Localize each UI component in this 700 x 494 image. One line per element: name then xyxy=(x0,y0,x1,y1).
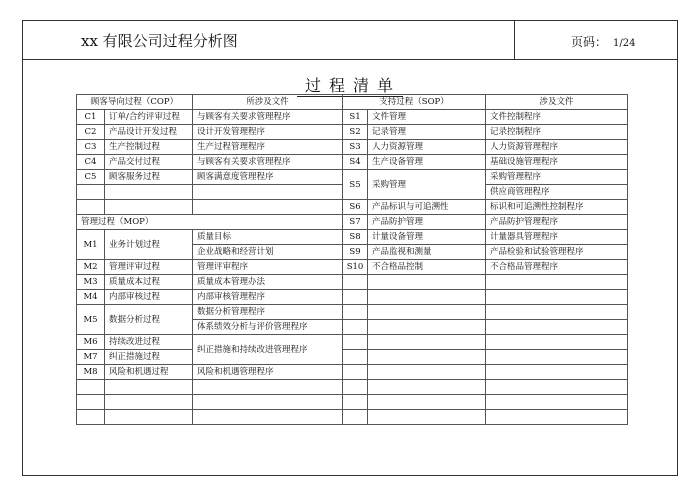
cell: 基础设施管理程序 xyxy=(486,155,628,170)
cell: 标识和可追溯性控制程序 xyxy=(486,200,628,215)
cell xyxy=(368,305,486,320)
column-header: 支持过程（SOP） xyxy=(343,95,486,110)
cell xyxy=(486,290,628,305)
table-row xyxy=(77,110,628,125)
cell xyxy=(193,395,343,410)
cell: S5 xyxy=(343,170,368,200)
cell: 计量设备管理 xyxy=(368,230,486,245)
cell xyxy=(105,200,193,215)
cell xyxy=(77,185,105,200)
cell xyxy=(77,395,105,410)
cell: 不合格品管理程序 xyxy=(486,260,628,275)
cell: 供应商管理程序 xyxy=(486,185,628,200)
cell: C2 xyxy=(77,125,105,140)
cell: 顾客满意度管理程序 xyxy=(193,170,343,185)
cell: 与顾客有关要求管理程序 xyxy=(193,155,343,170)
table-row xyxy=(77,230,628,245)
cell xyxy=(105,410,193,425)
cell xyxy=(343,350,368,365)
table-row xyxy=(77,365,628,380)
cell xyxy=(486,320,628,335)
cell: 人力资源管理 xyxy=(368,140,486,155)
table-row xyxy=(77,410,628,425)
cell: M7 xyxy=(77,350,105,365)
cell xyxy=(368,335,486,350)
cell xyxy=(486,275,628,290)
cell: S8 xyxy=(343,230,368,245)
cell xyxy=(368,380,486,395)
cell xyxy=(105,395,193,410)
cell: 产品交付过程 xyxy=(105,155,193,170)
cell: S3 xyxy=(343,140,368,155)
cell: 产品检验和试验管理程序 xyxy=(486,245,628,260)
cell xyxy=(343,275,368,290)
cell: 产品标识与可追溯性 xyxy=(368,200,486,215)
cell: 记录控制程序 xyxy=(486,125,628,140)
cell: 生产过程管理程序 xyxy=(193,140,343,155)
document-frame xyxy=(22,20,678,476)
cell xyxy=(343,320,368,335)
cell xyxy=(105,380,193,395)
cell: M1 xyxy=(77,230,105,260)
cell xyxy=(343,305,368,320)
cell: 文件管理 xyxy=(368,110,486,125)
table-row xyxy=(77,275,628,290)
process-table xyxy=(76,94,628,425)
cell xyxy=(77,380,105,395)
cell: C1 xyxy=(77,110,105,125)
cell: 顾客服务过程 xyxy=(105,170,193,185)
table-row xyxy=(77,215,628,230)
cell xyxy=(368,290,486,305)
cell xyxy=(368,395,486,410)
table-header-row xyxy=(77,95,628,110)
column-header: 顾客导向过程（COP） xyxy=(77,95,193,110)
cell xyxy=(193,380,343,395)
cell: 质量成本管理办法 xyxy=(193,275,343,290)
cell: 持续改进过程 xyxy=(105,335,193,350)
cell: S6 xyxy=(343,200,368,215)
cell: 订单/合约评审过程 xyxy=(105,110,193,125)
page-label: 页码： xyxy=(571,35,608,49)
cell: 采购管理程序 xyxy=(486,170,628,185)
cell: 企业战略和经营计划 xyxy=(193,245,343,260)
cell: 与顾客有关要求管理程序 xyxy=(193,110,343,125)
table-row xyxy=(77,335,628,350)
cell xyxy=(486,410,628,425)
cell xyxy=(105,185,193,200)
cell: M3 xyxy=(77,275,105,290)
column-header: 所涉及文件 xyxy=(193,95,343,110)
cell: 纠正措施和持续改进管理程序 xyxy=(193,335,343,365)
cell: 内部审核过程 xyxy=(105,290,193,305)
table-row xyxy=(77,260,628,275)
cell xyxy=(343,380,368,395)
cell xyxy=(343,290,368,305)
cell: 纠正措施过程 xyxy=(105,350,193,365)
page-number xyxy=(571,33,635,50)
cell xyxy=(343,395,368,410)
cell: M8 xyxy=(77,365,105,380)
column-header: 涉及文件 xyxy=(486,95,628,110)
cell xyxy=(486,335,628,350)
cell xyxy=(486,365,628,380)
cell xyxy=(368,350,486,365)
table-row xyxy=(77,290,628,305)
cell: 质量目标 xyxy=(193,230,343,245)
cell: M6 xyxy=(77,335,105,350)
cell xyxy=(193,185,343,200)
cell: 采购管理 xyxy=(368,170,486,200)
cell: S10 xyxy=(343,260,368,275)
cell xyxy=(368,365,486,380)
cell: M5 xyxy=(77,305,105,335)
cell xyxy=(486,395,628,410)
table-row xyxy=(77,125,628,140)
cell: 不合格品控制 xyxy=(368,260,486,275)
table-row xyxy=(77,305,628,320)
document-header xyxy=(23,21,677,60)
cell: 管理评审过程 xyxy=(105,260,193,275)
table-row xyxy=(77,350,628,365)
cell xyxy=(368,410,486,425)
section-title-mop: 管理过程（MOP） xyxy=(77,215,343,230)
cell: 计量器具管理程序 xyxy=(486,230,628,245)
table-row xyxy=(77,200,628,215)
cell xyxy=(77,200,105,215)
cell: 设计开发管理程序 xyxy=(193,125,343,140)
cell: 管理评审程序 xyxy=(193,260,343,275)
cell: S9 xyxy=(343,245,368,260)
header-divider xyxy=(514,21,515,59)
cell: C4 xyxy=(77,155,105,170)
table-row xyxy=(77,395,628,410)
cell xyxy=(193,410,343,425)
cell xyxy=(193,200,343,215)
cell xyxy=(486,305,628,320)
cell: 内部审核管理程序 xyxy=(193,290,343,305)
cell: S4 xyxy=(343,155,368,170)
cell: 数据分析过程 xyxy=(105,305,193,335)
cell: 生产控制过程 xyxy=(105,140,193,155)
cell: 产品防护管理程序 xyxy=(486,215,628,230)
cell: S7 xyxy=(343,215,368,230)
cell xyxy=(343,410,368,425)
cell: 文件控制程序 xyxy=(486,110,628,125)
cell xyxy=(486,380,628,395)
cell: 业务计划过程 xyxy=(105,230,193,260)
cell xyxy=(486,350,628,365)
cell: S1 xyxy=(343,110,368,125)
cell: 产品设计开发过程 xyxy=(105,125,193,140)
cell xyxy=(77,410,105,425)
cell: 产品防护管理 xyxy=(368,215,486,230)
cell: 质量成本过程 xyxy=(105,275,193,290)
table-row xyxy=(77,380,628,395)
table-row xyxy=(77,170,628,185)
cell: M4 xyxy=(77,290,105,305)
cell xyxy=(368,320,486,335)
cell: M2 xyxy=(77,260,105,275)
cell: 数据分析管理程序 xyxy=(193,305,343,320)
cell: 产品监视和测量 xyxy=(368,245,486,260)
table-row xyxy=(77,140,628,155)
list-title: 过程清单 xyxy=(23,73,677,96)
cell: 记录管理 xyxy=(368,125,486,140)
cell xyxy=(343,365,368,380)
cell: 人力资源管理程序 xyxy=(486,140,628,155)
document-title: xx 有限公司过程分析图 xyxy=(81,32,238,50)
page-value: 1/24 xyxy=(613,38,636,49)
cell: C5 xyxy=(77,170,105,185)
cell: 风险和机遇过程 xyxy=(105,365,193,380)
cell: 体系绩效分析与评价管理程序 xyxy=(193,320,343,335)
cell: C3 xyxy=(77,140,105,155)
cell xyxy=(368,275,486,290)
table-row xyxy=(77,155,628,170)
cell xyxy=(343,335,368,350)
cell: S2 xyxy=(343,125,368,140)
cell: 风险和机遇管理程序 xyxy=(193,365,343,380)
cell: 生产设备管理 xyxy=(368,155,486,170)
